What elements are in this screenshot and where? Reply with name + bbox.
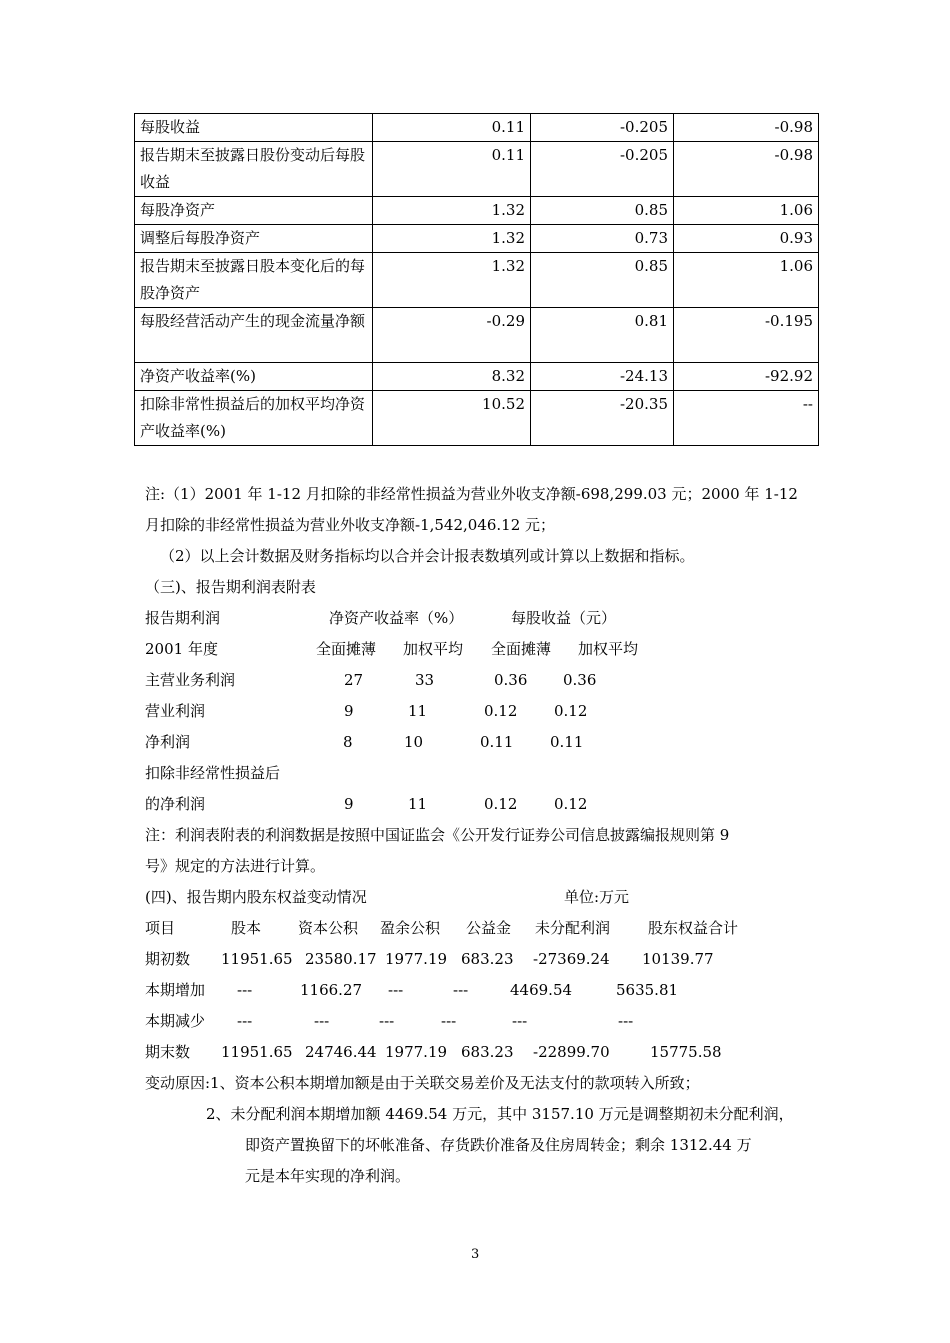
- equity-header: 公益金: [466, 919, 512, 937]
- equity-value: 11951.65: [221, 950, 293, 968]
- equity-value: 1977.19: [385, 1043, 448, 1061]
- profit-row-label-line-1: 扣除非经常性损益后: [145, 764, 281, 782]
- note-1-line-1: 注:（1）2001 年 1-12 月扣除的非经常性损益为营业外收支净额-698,299.03 元；2000 年 1-12: [145, 485, 798, 503]
- equity-header: 股东权益合计: [648, 919, 739, 937]
- profit-value: 0.11: [550, 733, 584, 751]
- value-2000: -20.35: [531, 391, 674, 446]
- profit-note-line-2: 号》规定的方法进行计算。: [145, 857, 326, 875]
- change-reason-2-line-2: 即资产置换留下的坏帐准备、存货跌价准备及住房周转金；剩余 1312.44 万: [245, 1136, 752, 1154]
- equity-header: 未分配利润: [535, 919, 611, 937]
- row-label: 净资产收益率(%): [135, 363, 373, 391]
- row-label: 每股收益: [135, 114, 373, 142]
- equity-value: ---: [512, 1012, 528, 1030]
- equity-value: -22899.70: [533, 1043, 610, 1061]
- note-2: （2）以上会计数据及财务指标均以合并会计报表数填列或计算以上数据和指标。: [160, 547, 695, 565]
- value-1999: 1.06: [674, 197, 819, 225]
- profit-value: 0.12: [554, 795, 588, 813]
- equity-row-label: 本期减少: [145, 1012, 206, 1030]
- equity-value: 4469.54: [510, 981, 573, 999]
- profit-value: 11: [408, 795, 428, 813]
- profit-value: 27: [344, 671, 364, 689]
- value-1999: 0.93: [674, 225, 819, 253]
- equity-value: 683.23: [461, 1043, 514, 1061]
- table-row: [135, 253, 819, 308]
- table-row: [135, 225, 819, 253]
- equity-value: 5635.81: [616, 981, 679, 999]
- value-2000: 0.85: [531, 197, 674, 225]
- profit-value: 0.12: [554, 702, 588, 720]
- profit-row-label-line-2: 的净利润: [145, 795, 206, 813]
- change-reason-1: 变动原因:1、资本公积本期增加额是由于关联交易差价及无法支付的款项转入所致；: [145, 1074, 700, 1092]
- profit-value: 11: [408, 702, 428, 720]
- value-2000: 0.81: [531, 308, 674, 363]
- equity-unit: 单位:万元: [564, 888, 630, 906]
- value-2001: 8.32: [373, 363, 531, 391]
- profit-header-item: 报告期利润: [145, 609, 221, 627]
- profit-value: 33: [415, 671, 435, 689]
- equity-value: 1977.19: [385, 950, 448, 968]
- profit-value: 10: [404, 733, 424, 751]
- equity-value: -27369.24: [533, 950, 610, 968]
- equity-value: ---: [441, 1012, 457, 1030]
- profit-value: 9: [344, 795, 354, 813]
- equity-row-label: 期初数: [145, 950, 191, 968]
- equity-header: 盈余公积: [380, 919, 441, 937]
- value-2000: -0.205: [531, 142, 674, 197]
- profit-value: 0.11: [480, 733, 514, 751]
- equity-value: ---: [237, 981, 253, 999]
- value-2000: -24.13: [531, 363, 674, 391]
- equity-value: ---: [237, 1012, 253, 1030]
- profit-sub-2: 加权平均: [403, 640, 464, 658]
- profit-header-eps: 每股收益（元）: [511, 609, 617, 627]
- value-1999: -0.195: [674, 308, 819, 363]
- row-label: 每股经营活动产生的现金流量净额: [135, 308, 373, 363]
- equity-value: 10139.77: [642, 950, 714, 968]
- value-1999: 1.06: [674, 253, 819, 308]
- profit-row-label: 净利润: [145, 733, 191, 751]
- value-2001: 0.11: [373, 142, 531, 197]
- equity-value: ---: [379, 1012, 395, 1030]
- value-2001: 1.32: [373, 225, 531, 253]
- note-1-line-2: 月扣除的非经常性损益为营业外收支净额-1,542,046.12 元；: [145, 516, 556, 534]
- profit-section-heading: （三)、报告期利润表附表: [145, 578, 316, 596]
- value-2001: -0.29: [373, 308, 531, 363]
- row-label: 每股净资产: [135, 197, 373, 225]
- profit-row-label: 主营业务利润: [145, 671, 236, 689]
- profit-note-line-1: 注：利润表附表的利润数据是按照中国证监会《公开发行证券公司信息披露编报规则第 9: [145, 826, 730, 844]
- profit-sub-3: 全面摊薄: [491, 640, 552, 658]
- table-row: [135, 197, 819, 225]
- equity-value: ---: [453, 981, 469, 999]
- profit-value: 0.12: [484, 795, 518, 813]
- equity-value: 683.23: [461, 950, 514, 968]
- value-2001: 1.32: [373, 253, 531, 308]
- equity-value: ---: [388, 981, 404, 999]
- value-2000: 0.73: [531, 225, 674, 253]
- profit-row-label: 营业利润: [145, 702, 206, 720]
- profit-year-label: 2001 年度: [145, 640, 218, 658]
- equity-value: 23580.17: [305, 950, 377, 968]
- equity-value: ---: [618, 1012, 634, 1030]
- profit-value: 0.36: [563, 671, 597, 689]
- equity-header: 股本: [231, 919, 262, 937]
- value-1999: -92.92: [674, 363, 819, 391]
- page-number: 3: [471, 1247, 480, 1262]
- row-label: 扣除非常性损益后的加权平均净资产收益率(%): [135, 391, 373, 446]
- equity-value: ---: [314, 1012, 330, 1030]
- profit-value: 0.36: [494, 671, 528, 689]
- change-reason-2-line-3: 元是本年实现的净利润。: [245, 1167, 411, 1185]
- profit-value: 9: [344, 702, 354, 720]
- row-label: 报告期末至披露日股份变动后每股收益: [135, 142, 373, 197]
- table-row: [135, 114, 819, 142]
- change-reason-2-line-1: 2、未分配利润本期增加额 4469.54 万元，其中 3157.10 万元是调整期初未分配利润，: [206, 1105, 794, 1123]
- equity-section-heading: (四)、报告期内股东权益变动情况: [145, 888, 367, 906]
- profit-value: 8: [343, 733, 353, 751]
- value-2001: 10.52: [373, 391, 531, 446]
- profit-value: 0.12: [484, 702, 518, 720]
- financial-indicators-table: [134, 113, 819, 446]
- profit-header-roe: 净资产收益率（%）: [329, 609, 464, 627]
- equity-value: 11951.65: [221, 1043, 293, 1061]
- value-2000: 0.85: [531, 253, 674, 308]
- value-1999: -0.98: [674, 114, 819, 142]
- value-2000: -0.205: [531, 114, 674, 142]
- equity-row-label: 本期增加: [145, 981, 206, 999]
- value-1999: --: [674, 391, 819, 446]
- table-row: [135, 308, 819, 363]
- table-row: [135, 391, 819, 446]
- row-label: 调整后每股净资产: [135, 225, 373, 253]
- value-1999: -0.98: [674, 142, 819, 197]
- value-2001: 1.32: [373, 197, 531, 225]
- equity-header: 项目: [145, 919, 176, 937]
- value-2001: 0.11: [373, 114, 531, 142]
- table-row: [135, 363, 819, 391]
- equity-value: 1166.27: [300, 981, 363, 999]
- row-label: 报告期末至披露日股本变化后的每股净资产: [135, 253, 373, 308]
- table-row: [135, 142, 819, 197]
- profit-sub-1: 全面摊薄: [316, 640, 377, 658]
- profit-sub-4: 加权平均: [578, 640, 639, 658]
- equity-value: 24746.44: [305, 1043, 377, 1061]
- equity-header: 资本公积: [298, 919, 359, 937]
- equity-row-label: 期末数: [145, 1043, 191, 1061]
- equity-value: 15775.58: [650, 1043, 722, 1061]
